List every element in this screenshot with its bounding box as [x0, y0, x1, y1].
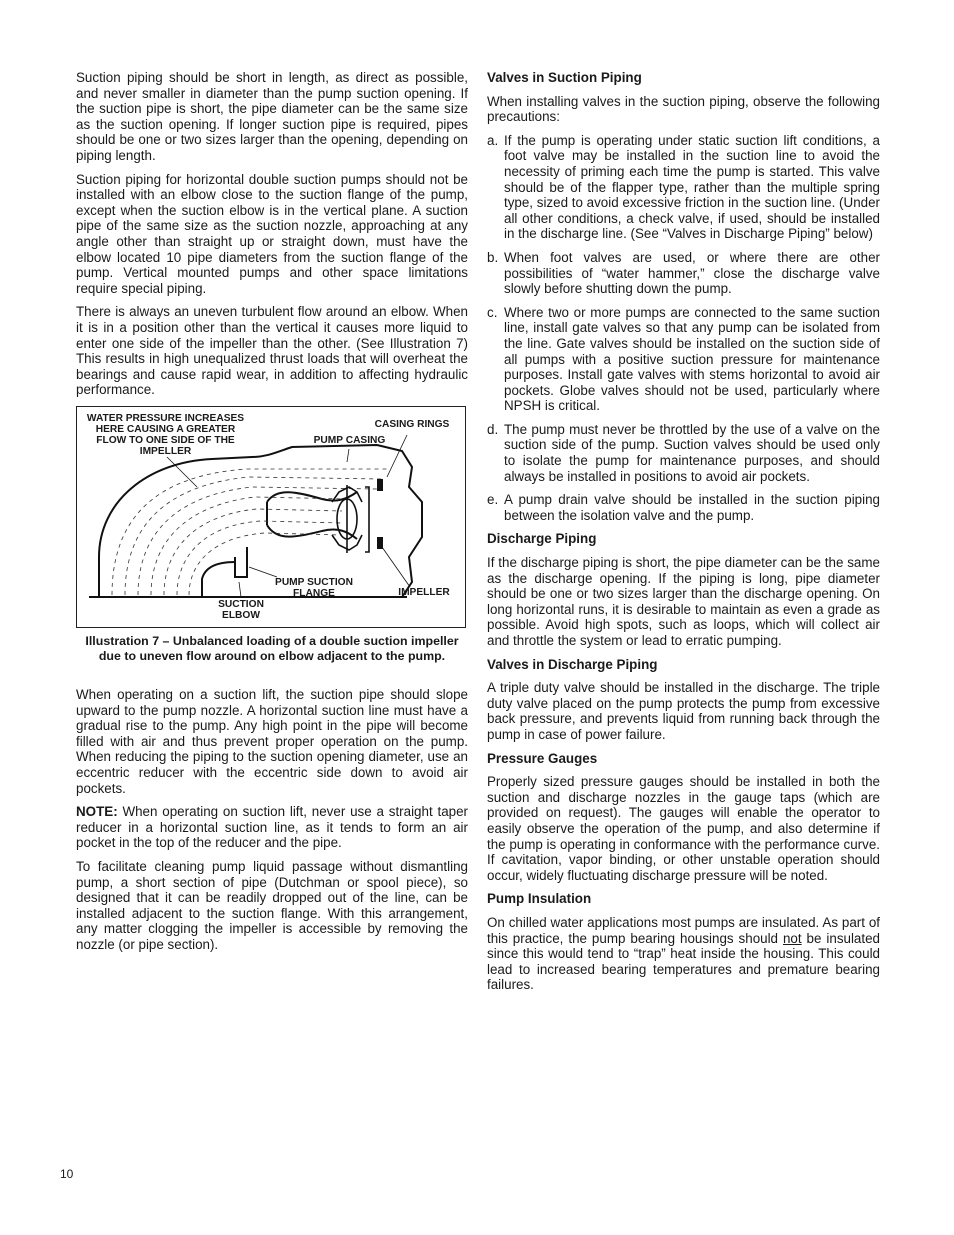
list-item: d. The pump must never be throttled by the use of a valve on the suction side of the pump. Suction valves should be used only to isolate the pump for maintenance purposes, and should always be installed in positions to avoid air pockets. [487, 421, 880, 484]
heading-valves-discharge: Valves in Discharge Piping [487, 656, 658, 672]
heading-discharge-piping: Discharge Piping [487, 531, 597, 547]
paragraph-valves-suction-intro: When installing valves in the suction piping, observe the following precautions: [487, 93, 880, 125]
heading-pressure-gauges: Pressure Gauges [487, 750, 598, 766]
paragraph-valves-discharge: A triple duty valve should be installed in the discharge. The triple duty valve placed on the pump protects the pump from excessive back pressure, and prevents liquid from running back through the pump in case of power failure. [487, 680, 880, 742]
right-column [487, 70, 880, 1001]
illustration-caption: Illustration 7 – Unbalanced loading of a double suction impeller due to uneven flow around on elbow adjacent to the pump. [85, 633, 459, 664]
page-number: 10 [60, 1167, 74, 1181]
note-text: When operating on suction lift, never use a straight taper reducer in a horizontal suction line, as it tends to form an air pocket in the top of the reducer and the pipe. [76, 804, 468, 851]
paragraph-discharge-piping: If the discharge piping is short, the pipe diameter can be the same as the discharge opening. If the piping is long, pipe diameter should be one or two sizes larger than the discharge opening. On long horizontal runs, it is desirable to maintain as even a grade as possible. Avoid high spots, such as loops, which will collect air and throttle the system or lead to erratic pumping. [487, 555, 880, 648]
list-item: a. If the pump is operating under static suction lift conditions, a foot valve may be installed in the suction line to avoid the necessity of priming each time the pump is started. This valve should be of the flapper type, rather than the multiple spring type, sized to avoid excessive friction in the suction line. (Under all other conditions, a check valve, if used, should be installed in the discharge line. (See “Valves in Discharge Piping” below) [487, 132, 880, 242]
paragraph-pump-insulation: On chilled water applications most pumps are insulated. As part of this practice, the pump bearing housings should not be insulated since this would tend to “trap” heat inside the housing. This could lead to increased bearing temperatures and premature bearing failures. [487, 914, 880, 993]
list-item: e. A pump drain valve should be installed in the suction piping between the isolation valve and the pump. [487, 492, 880, 523]
label-suction-elbow: SUCTION ELBOW [218, 598, 264, 621]
paragraph-cleaning: To facilitate cleaning pump liquid passage without dismantling pump, a short section of pipe (Dutchman or spool piece), so designed that it can be readily dropped out of the line, can be installed adjacent to the suction flange. With this arrangement, any matter clogging the impeller is accessible by removing the nozzle (or pipe section). [76, 859, 468, 952]
list-item: b. When foot valves are used, or where there are other possibilities of “water hammer,” close the discharge valve slowly before shutting down the pump. [487, 249, 880, 297]
paragraph-turbulent-flow: There is always an uneven turbulent flow around an elbow. When it is in a position other than the vertical it causes more liquid to enter one side of the impeller than the other. (See Illustration 7) This results in high unequalized thrust loads that will overheat the bearings and cause rapid wear, in addition to affecting hydraulic performance. [76, 304, 468, 398]
label-water-pressure: WATER PRESSURE INCREASES HERE CAUSING A GREATER FLOW TO ONE SIDE OF THE IMPELLER [86, 412, 245, 457]
heading-valves-suction: Valves in Suction Piping [487, 70, 642, 85]
left-column [76, 70, 468, 961]
heading-pump-insulation: Pump Insulation [487, 891, 592, 907]
note-label: NOTE: [76, 804, 118, 820]
paragraph-double-suction: Suction piping for horizontal double suction pumps should not be installed with an elbow close to the suction flange of the pump, except when the suction elbow is in the vertical plane. A suction pipe of the same size as the suction nozzle, approaching at any angle other than straight up or straight down, must have the elbow located 10 pipe diameters from the suction flange of the pump. Vertical mounted pumps and other space limitations require special piping. [76, 171, 468, 296]
paragraph-suction-length: Suction piping should be short in length, as direct as possible, and never smaller in diameter than the pump suction opening. If the suction pipe is short, the pipe diameter can be the same size as the suction opening. If longer suction pipe is required, pipes should be one or two sizes larger than the opening, depending on piping length. [76, 70, 468, 163]
paragraph-note [76, 804, 468, 851]
illustration-7 [76, 406, 466, 628]
paragraph-suction-lift: When operating on a suction lift, the suction pipe should slope upward to the pump nozzle. A horizontal suction line must have a gradual rise to the pump. Any high point in the pipe will become filled with air and thus prevent proper operation on the pump. When reducing the piping to the suction opening diameter, use an eccentric reducer with the eccentric side down to avoid air pockets. [76, 687, 468, 796]
label-impeller: IMPELLER [398, 586, 450, 598]
paragraph-pressure-gauges: Properly sized pressure gauges should be installed in both the suction and discharge nozzles in the gauge taps (which are provided on request). The gauges will enable the operator to easily observe the operation of the pump, and also determine if the pump is operating in conformance with the performance curve. If cavitation, vapor binding, or other unstable operation should occur, widely fluctuating discharge pressure will be noted. [487, 774, 880, 883]
list-item: c. Where two or more pumps are connected to the same suction line, install gate valves so that any pump can be isolated from the line. Gate valves should be installed on the suction side of all pumps with a positive suction pressure for maintenance purposes. Install gate valves with stems horizontal to avoid air pockets. Globe valves should not be used, particularly where NPSH is critical. [487, 304, 880, 414]
label-pump-suction-flange: PUMP SUCTION FLANGE [275, 576, 353, 599]
precautions-list [487, 133, 880, 524]
label-pump-casing: PUMP CASING [313, 434, 386, 446]
label-casing-rings: CASING RINGS [374, 418, 450, 430]
emphasis-not: not [782, 930, 802, 946]
